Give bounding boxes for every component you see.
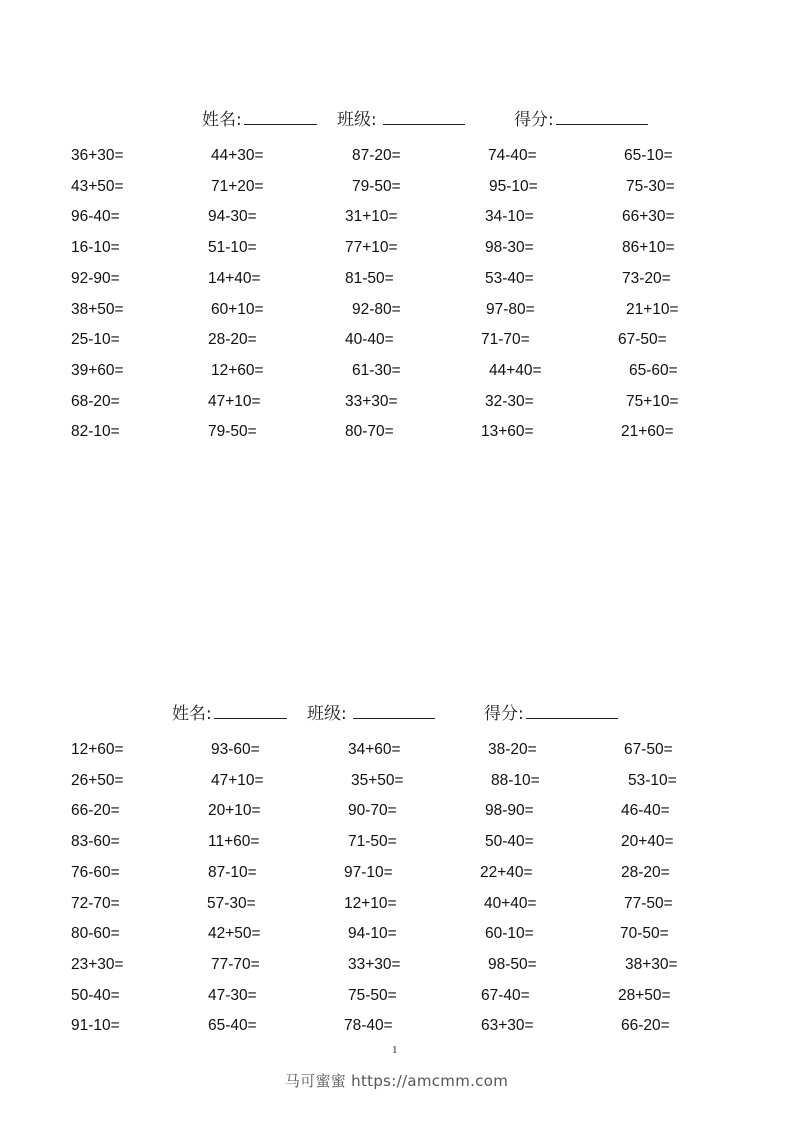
math-problem: 42+50= — [208, 925, 261, 943]
math-problem: 65-10= — [624, 147, 673, 164]
math-problem: 13+60= — [481, 423, 534, 441]
math-problem: 38+30= — [625, 955, 678, 973]
worksheet-header-1 — [0, 105, 793, 135]
class-blank — [383, 106, 465, 125]
math-problem: 96-40= — [71, 208, 120, 226]
math-problem: 73-20= — [622, 269, 671, 287]
math-problem: 76-60= — [71, 863, 120, 881]
math-problem: 51-10= — [208, 239, 257, 257]
math-problem: 79-50= — [208, 423, 257, 441]
math-problem: 90-70= — [348, 802, 397, 820]
math-problem: 80-60= — [71, 925, 120, 943]
math-problem: 12+60= — [211, 361, 264, 379]
math-problem: 92-80= — [352, 300, 401, 318]
worksheet-header-2 — [0, 699, 793, 729]
math-problem: 46-40= — [621, 802, 670, 820]
math-problem: 28-20= — [621, 863, 670, 881]
math-problem: 47+10= — [211, 771, 264, 789]
math-problem: 12+10= — [344, 894, 397, 912]
math-problem: 34+60= — [348, 741, 401, 758]
math-problem: 95-10= — [489, 177, 538, 195]
math-problem: 39+60= — [71, 361, 124, 379]
math-problem: 38-20= — [488, 741, 537, 758]
math-problem: 77-70= — [211, 955, 260, 973]
class-label: 班级: — [307, 704, 347, 724]
math-problem: 40-40= — [345, 331, 394, 349]
math-problem: 77+10= — [345, 239, 398, 257]
math-problem: 26+50= — [71, 771, 124, 789]
math-problem: 98-90= — [485, 802, 534, 820]
math-problem: 67-50= — [618, 331, 667, 349]
math-problem: 77-50= — [624, 894, 673, 912]
math-problem: 75-50= — [348, 986, 397, 1004]
math-problem: 83-60= — [71, 833, 120, 851]
math-problem: 40+40= — [484, 894, 537, 912]
math-problem: 94-30= — [208, 208, 257, 226]
math-problem: 25-10= — [71, 331, 120, 349]
math-problem: 16-10= — [71, 239, 120, 257]
name-blank — [244, 106, 317, 125]
math-problem: 28+50= — [618, 986, 671, 1004]
math-problem: 87-10= — [208, 863, 257, 881]
math-problem: 23+30= — [71, 955, 124, 973]
math-problem: 34-10= — [485, 208, 534, 226]
math-problem: 35+50= — [351, 771, 404, 789]
math-problem: 98-30= — [485, 239, 534, 257]
watermark: 马可蜜蜜 https://amcmm.com — [284, 1072, 509, 1090]
math-problem: 38+50= — [71, 300, 124, 318]
class-blank — [353, 700, 435, 719]
math-problem: 63+30= — [481, 1017, 534, 1035]
math-problem: 98-50= — [488, 955, 537, 973]
name-blank — [214, 700, 287, 719]
math-problem: 12+60= — [71, 741, 124, 758]
math-problem: 72-70= — [71, 894, 120, 912]
math-problem: 53-10= — [628, 771, 677, 789]
math-problem: 11+60= — [208, 833, 260, 851]
math-problem: 28-20= — [208, 331, 257, 349]
math-problem: 44+40= — [489, 361, 542, 379]
math-problem: 66+30= — [622, 208, 675, 226]
math-problem: 81-50= — [345, 269, 394, 287]
math-problem: 67-50= — [624, 741, 673, 758]
math-problem: 47+10= — [208, 392, 261, 410]
math-problem: 91-10= — [71, 1017, 120, 1035]
math-problem: 31+10= — [345, 208, 398, 226]
math-problem: 67-40= — [481, 986, 530, 1004]
math-problem: 75-30= — [626, 177, 675, 195]
math-problem: 21+10= — [626, 300, 679, 318]
math-problem: 65-60= — [629, 361, 678, 379]
math-problem: 71-50= — [348, 833, 397, 851]
name-field — [202, 105, 317, 130]
math-problem: 22+40= — [480, 863, 533, 881]
math-problem: 97-80= — [486, 300, 535, 318]
math-problem: 43+50= — [71, 177, 124, 195]
name-field — [172, 699, 287, 724]
math-problem: 68-20= — [71, 392, 120, 410]
math-problem: 79-50= — [352, 177, 401, 195]
name-label: 姓名: — [172, 704, 212, 724]
math-problem: 82-10= — [71, 423, 120, 441]
math-problem: 94-10= — [348, 925, 397, 943]
math-problem: 70-50= — [620, 925, 669, 943]
math-problem: 50-40= — [485, 833, 534, 851]
score-field — [514, 105, 648, 130]
math-problem: 20+40= — [621, 833, 674, 851]
math-problem: 47-30= — [208, 986, 257, 1004]
score-label: 得分: — [514, 110, 554, 130]
math-problem: 57-30= — [207, 894, 256, 912]
math-problem: 53-40= — [485, 269, 534, 287]
math-problem: 20+10= — [208, 802, 261, 820]
math-problem: 66-20= — [621, 1017, 670, 1035]
score-blank — [526, 700, 618, 719]
math-problem: 71+20= — [211, 177, 264, 195]
score-field — [484, 699, 618, 724]
math-problem: 92-90= — [71, 269, 120, 287]
math-problem: 66-20= — [71, 802, 120, 820]
name-label: 姓名: — [202, 110, 242, 130]
math-problem: 14+40= — [208, 269, 261, 287]
math-problem: 87-20= — [352, 147, 401, 164]
page-number: 1 — [392, 1044, 398, 1056]
math-problem: 97-10= — [344, 863, 393, 881]
class-field — [337, 105, 465, 130]
math-problem: 36+30= — [71, 147, 124, 164]
score-label: 得分: — [484, 704, 524, 724]
math-problem: 71-70= — [481, 331, 530, 349]
math-problem: 61-30= — [352, 361, 401, 379]
class-label: 班级: — [337, 110, 377, 130]
math-problem: 60+10= — [211, 300, 264, 318]
math-problem: 60-10= — [485, 925, 534, 943]
math-problem: 75+10= — [626, 392, 679, 410]
math-problem: 88-10= — [491, 771, 540, 789]
math-problem: 65-40= — [208, 1017, 257, 1035]
math-problem: 44+30= — [211, 147, 264, 164]
math-problem: 50-40= — [71, 986, 120, 1004]
score-blank — [556, 106, 648, 125]
math-problem: 74-40= — [488, 147, 537, 164]
math-problem: 80-70= — [345, 423, 394, 441]
math-problem: 33+30= — [348, 955, 401, 973]
math-problem: 33+30= — [345, 392, 398, 410]
math-problem: 93-60= — [211, 741, 260, 758]
class-field — [307, 699, 435, 724]
math-problem: 21+60= — [621, 423, 674, 441]
math-problem: 32-30= — [485, 392, 534, 410]
math-problem: 86+10= — [622, 239, 675, 257]
math-problem: 78-40= — [344, 1017, 393, 1035]
